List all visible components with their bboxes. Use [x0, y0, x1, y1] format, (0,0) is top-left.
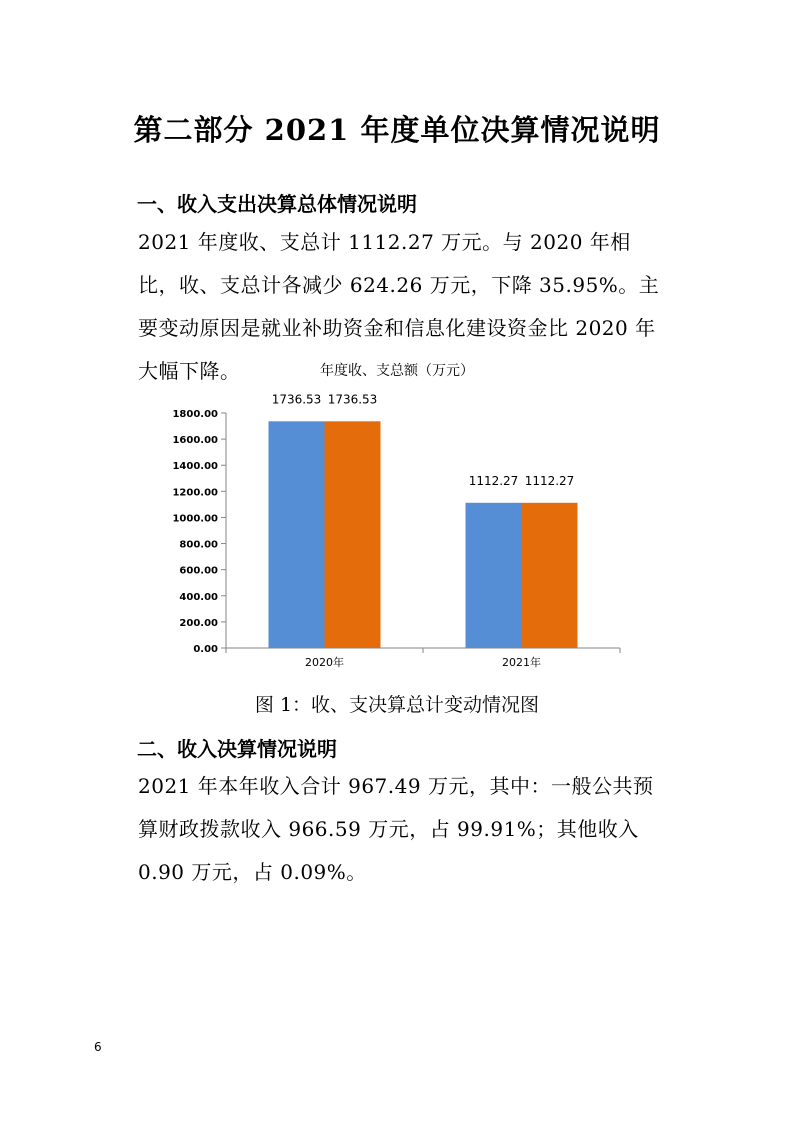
y-tick-label: 1400.00	[172, 461, 218, 473]
y-tick-label: 400.00	[179, 591, 218, 603]
y-tick-label: 600.00	[179, 565, 218, 577]
section-heading-income-expense: 一、收入支出决算总体情况说明	[137, 192, 417, 216]
bar	[466, 503, 522, 648]
y-tick-label: 200.00	[179, 617, 218, 629]
y-tick-label: 0.00	[193, 644, 218, 655]
bar	[325, 421, 381, 648]
section-heading-income: 二、收入决算情况说明	[137, 737, 337, 761]
figure-caption: 图 1：收、支决算总计变动情况图	[254, 694, 540, 716]
paragraph-text: 2021 年本年收入合计 967.49 万元，其中：一般公共预算财政拨款收入 966.59 万元，占 99.91%；其他收入 0.90 万元，占 0.09%。	[138, 774, 654, 884]
chart-title: 年度收、支总额（万元）	[320, 363, 474, 379]
x-tick-label: 2021年	[502, 656, 541, 669]
page-number: 6	[94, 1040, 102, 1054]
y-tick-label: 800.00	[179, 539, 218, 551]
section-paragraph-income	[138, 765, 660, 894]
y-tick-label: 1200.00	[172, 487, 218, 499]
page-title: 第二部分 2021 年度单位决算情况说明	[133, 113, 661, 147]
data-label: 1736.53	[271, 392, 322, 407]
y-tick-label: 1000.00	[172, 513, 218, 525]
data-label: 1112.27	[524, 473, 575, 488]
y-tick-label: 1600.00	[172, 435, 218, 447]
x-tick-label: 2020年	[305, 656, 344, 669]
data-label: 1736.53	[327, 392, 378, 407]
bar-chart	[160, 385, 640, 675]
y-tick-label: 1800.00	[172, 409, 218, 420]
bar	[269, 421, 325, 648]
data-label: 1112.27	[468, 473, 519, 488]
bar	[522, 503, 578, 648]
paragraph-text: 2021 年度收、支总计 1112.27 万元。与 2020 年相比，收、支总计各减少 624.26 万元，下降 35.95%。主要变动原因是就业补助资金和信息化建设资金比 2020 年大幅下降。	[138, 230, 660, 383]
